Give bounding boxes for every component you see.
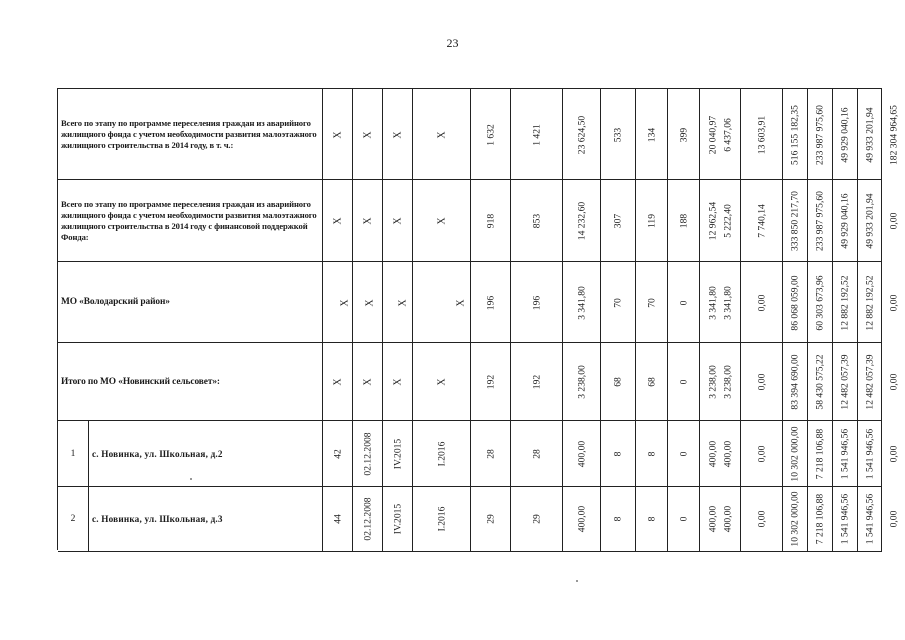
cell-date: Х bbox=[362, 130, 373, 139]
cell-cost-extra: 0,00 bbox=[888, 445, 900, 463]
cell-plan-end: Х bbox=[436, 217, 447, 225]
row-label: Итого по МО «Новинский сельсовет»: bbox=[61, 376, 220, 387]
cell-plan-start: IV.2015 bbox=[392, 438, 403, 470]
cell-area: 400,00 bbox=[576, 440, 587, 468]
cell-cost-region: 49 929 040,16 bbox=[839, 106, 851, 163]
cell-area-total: 400,00 bbox=[707, 440, 719, 468]
cell-rooms-private: 68 bbox=[646, 377, 657, 387]
row-number: 2 bbox=[70, 514, 76, 524]
cell-plan-end: Х bbox=[455, 298, 467, 307]
table-row-stage-fund bbox=[58, 179, 900, 262]
cell-cost-local: 12 882 192,52 bbox=[864, 274, 875, 331]
cell-cost-total: 10 302 000,00 bbox=[789, 426, 801, 482]
cell-rooms-municipal: 0 bbox=[678, 379, 689, 385]
cell-rooms-private: 119 bbox=[646, 213, 657, 229]
cell-date: Х bbox=[362, 378, 373, 386]
cell-settle-count: Х bbox=[332, 130, 343, 139]
cell-area-municipal: 0,00 bbox=[756, 373, 767, 391]
cell-cost-fund: 7 218 106,88 bbox=[814, 493, 826, 545]
cell-people-total: 192 bbox=[485, 374, 496, 390]
cell-rooms-private: 8 bbox=[646, 451, 657, 457]
cell-people-total: 28 bbox=[485, 449, 496, 459]
cell-area: 3 341,80 bbox=[576, 285, 587, 320]
cell-people-total: 29 bbox=[485, 514, 496, 524]
cell-cost-local: 49 933 201,94 bbox=[864, 193, 875, 249]
cell-cost-region: 12 882 192,52 bbox=[839, 274, 851, 331]
cell-area-private: 400,00 bbox=[722, 440, 734, 468]
cell-rooms-total: 533 bbox=[612, 127, 624, 142]
cell-area-total: 400,00 bbox=[707, 505, 719, 533]
cell-area: 400,00 bbox=[576, 505, 587, 533]
cell-cost-local: 49 933 201,94 bbox=[864, 106, 875, 163]
cell-rooms-total: 8 bbox=[612, 451, 624, 457]
cell-rooms-municipal: 0 bbox=[678, 300, 689, 305]
scan-speck bbox=[190, 478, 192, 480]
cell-area-private: 400,00 bbox=[722, 505, 734, 533]
cell-area-total: 12 962,54 bbox=[707, 201, 719, 241]
house-address: с. Новинка, ул. Школьная, д.3 bbox=[92, 514, 223, 524]
cell-people-fund: 192 bbox=[531, 374, 542, 390]
cell-area-private: 5 222,40 bbox=[722, 204, 734, 238]
cell-people-fund: 28 bbox=[531, 449, 542, 459]
cell-area: 3 238,00 bbox=[576, 365, 587, 399]
cell-area-municipal: 7 740,14 bbox=[756, 204, 767, 238]
cell-cost-local: 1 541 946,56 bbox=[864, 493, 875, 545]
cell-settle-count: Х bbox=[332, 378, 343, 386]
cell-area-municipal: 0,00 bbox=[756, 510, 767, 528]
cell-plan-end: Х bbox=[436, 378, 447, 386]
cell-date: Х bbox=[362, 217, 373, 225]
cell-plan-end: Х bbox=[436, 130, 447, 139]
cell-area-total: 20 040,97 bbox=[707, 115, 719, 154]
cell-plan-start: Х bbox=[392, 217, 403, 225]
cell-date: 02.12.2008 bbox=[362, 432, 373, 476]
cell-rooms-private: 134 bbox=[646, 127, 657, 142]
table-row-house bbox=[58, 420, 900, 487]
cell-settle-count: 44 bbox=[332, 514, 343, 524]
row-number: 1 bbox=[70, 449, 76, 459]
cell-settle-count: 42 bbox=[332, 449, 343, 459]
cell-area-municipal: 0,00 bbox=[756, 294, 767, 311]
cell-cost-extra: 182 304 964,65 bbox=[888, 104, 900, 165]
cell-settle-count: Х bbox=[339, 298, 351, 307]
cell-cost-extra: 0,00 bbox=[888, 510, 900, 528]
cell-rooms-total: 68 bbox=[612, 377, 624, 387]
cell-people-total: 918 bbox=[485, 213, 496, 229]
row-label: Всего по этапу по программе переселения граждан из аварийного жилищного фонда с учетом необходимости развития малоэтажного жилищного строительства в 2014 году с финансовой поддержкой Фонда: bbox=[61, 199, 317, 242]
cell-cost-region: 49 929 040,16 bbox=[839, 193, 851, 249]
cell-cost-total: 10 302 000,00 bbox=[789, 491, 801, 547]
cell-cost-extra: 0,00 bbox=[888, 212, 900, 230]
cell-area-municipal: 0,00 bbox=[756, 445, 767, 463]
cell-plan-end: I.2016 bbox=[436, 441, 447, 467]
cell-cost-region: 12 482 057,39 bbox=[839, 354, 851, 410]
cell-cost-fund: 233 987 975,60 bbox=[814, 104, 826, 165]
page-number: 23 bbox=[446, 36, 459, 50]
cell-cost-total: 86 068 059,00 bbox=[789, 274, 801, 331]
cell-people-total: 1 632 bbox=[485, 123, 496, 146]
scan-speck bbox=[576, 580, 578, 582]
cell-rooms-total: 307 bbox=[612, 213, 624, 229]
cell-people-fund: 29 bbox=[531, 514, 542, 524]
cell-rooms-total: 70 bbox=[612, 297, 624, 308]
cell-cost-region: 1 541 946,56 bbox=[839, 428, 851, 480]
cell-cost-local: 1 541 946,56 bbox=[864, 428, 875, 480]
cell-people-fund: 853 bbox=[531, 213, 542, 229]
house-address: с. Новинка, ул. Школьная, д.2 bbox=[92, 449, 223, 459]
cell-cost-fund: 58 430 575,22 bbox=[814, 354, 826, 410]
cell-date: Х bbox=[364, 298, 376, 307]
cell-area-total: 3 341,80 bbox=[707, 285, 719, 320]
cell-cost-total: 333 850 217,70 bbox=[789, 191, 801, 251]
cell-rooms-municipal: 0 bbox=[678, 516, 689, 522]
cell-cost-region: 1 541 946,56 bbox=[839, 493, 851, 545]
cell-area-municipal: 13 603,91 bbox=[756, 115, 767, 154]
cell-rooms-private: 70 bbox=[646, 297, 657, 308]
table-row-stage-total bbox=[58, 88, 900, 180]
cell-area: 23 624,50 bbox=[576, 115, 587, 154]
cell-plan-start: Х bbox=[392, 378, 403, 386]
cell-rooms-municipal: 188 bbox=[678, 213, 689, 229]
cell-rooms-municipal: 399 bbox=[678, 127, 689, 142]
table-row-house bbox=[58, 486, 900, 552]
row-label: Всего по этапу по программе переселения граждан из аварийного жилищного фонда с учетом необходимости развития малоэтажного жилищного строительства в 2014 году, в т. ч.: bbox=[61, 118, 317, 150]
cell-rooms-private: 8 bbox=[646, 516, 657, 522]
cell-rooms-total: 8 bbox=[612, 516, 624, 522]
cell-cost-extra: 0,00 bbox=[888, 294, 900, 311]
cell-plan-start: IV.2015 bbox=[392, 503, 403, 535]
cell-cost-fund: 7 218 106,88 bbox=[814, 428, 826, 480]
cell-area-private: 3 238,00 bbox=[722, 365, 734, 399]
resettlement-table bbox=[57, 88, 900, 550]
cell-date: 02.12.2008 bbox=[362, 497, 373, 541]
cell-people-fund: 1 421 bbox=[531, 123, 542, 146]
cell-cost-local: 12 482 057,39 bbox=[864, 354, 875, 410]
table-row-district bbox=[58, 261, 900, 343]
cell-area-total: 3 238,00 bbox=[707, 365, 719, 399]
cell-plan-start: Х bbox=[392, 130, 403, 139]
cell-cost-fund: 60 303 673,96 bbox=[814, 274, 826, 331]
cell-area-private: 6 437,06 bbox=[722, 117, 734, 152]
cell-cost-total: 83 394 690,00 bbox=[789, 354, 801, 410]
cell-rooms-municipal: 0 bbox=[678, 451, 689, 457]
cell-area-private: 3 341,80 bbox=[722, 285, 734, 320]
cell-settle-count: Х bbox=[332, 217, 343, 225]
cell-cost-fund: 233 987 975,60 bbox=[814, 191, 826, 251]
row-label: МО «Володарский район» bbox=[61, 297, 170, 307]
cell-people-total: 196 bbox=[485, 295, 496, 310]
table-row-municipality bbox=[58, 342, 900, 421]
cell-plan-start: Х bbox=[397, 298, 409, 307]
cell-plan-end: I.2016 bbox=[436, 506, 447, 532]
cell-people-fund: 196 bbox=[531, 295, 542, 310]
cell-area: 14 232,60 bbox=[576, 201, 587, 241]
cell-cost-extra: 0,00 bbox=[888, 373, 900, 391]
cell-cost-total: 516 155 182,35 bbox=[789, 104, 801, 165]
